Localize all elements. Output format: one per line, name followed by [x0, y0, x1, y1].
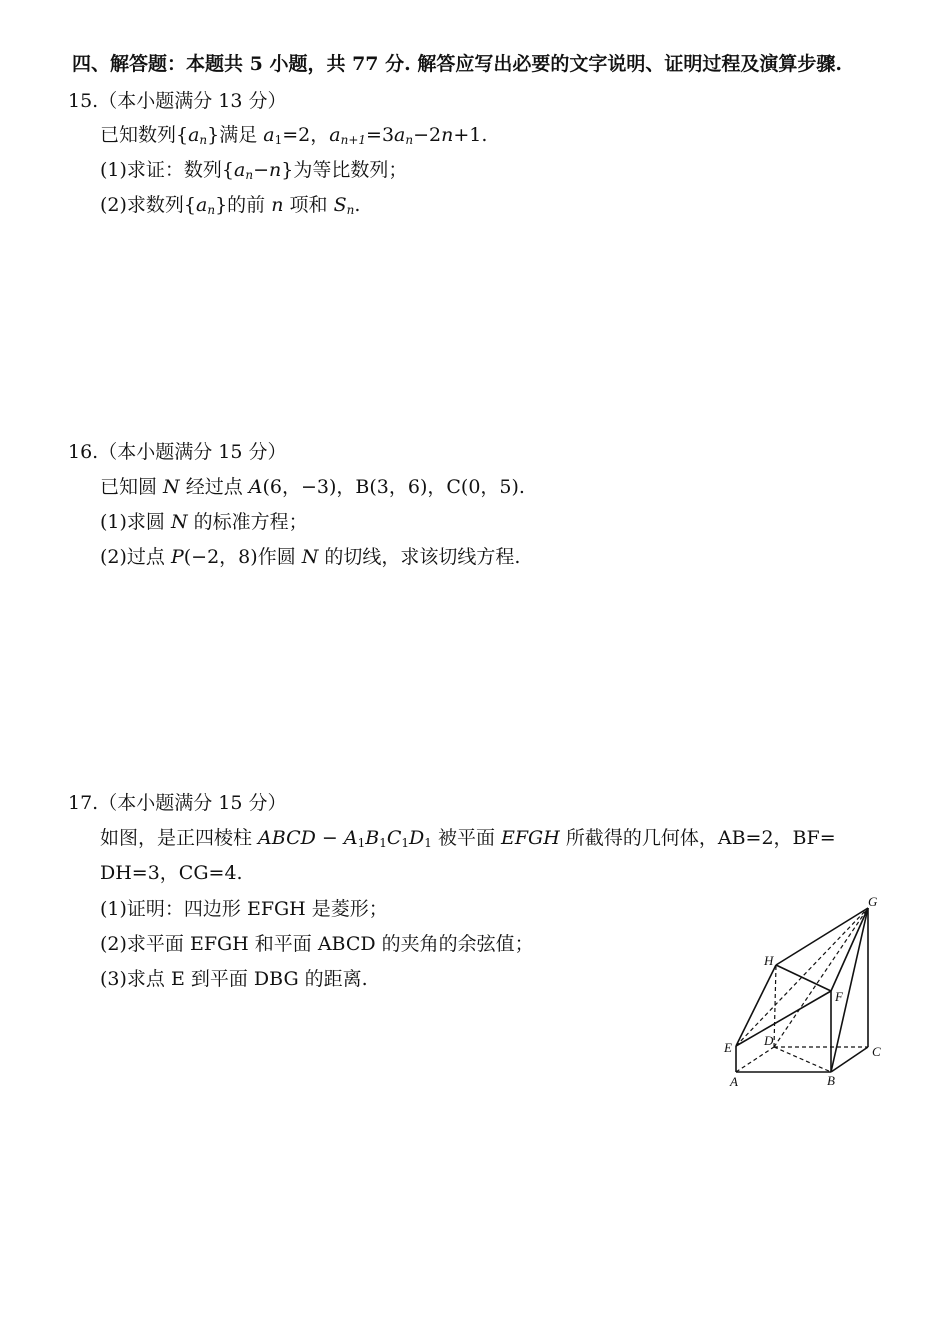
q17-stem-line2: DH=3，CG=4. — [100, 862, 243, 884]
label-E: E — [724, 1040, 732, 1055]
q15-part1: (1)求证：数列$\{a_n-n\}$为等比数列； — [100, 159, 408, 182]
edge-AD — [736, 1047, 774, 1072]
label-F: F — [835, 989, 843, 1004]
edge-HF — [776, 965, 831, 991]
label-B: B — [827, 1073, 835, 1088]
label-D: D — [764, 1033, 774, 1048]
q16-stem: 已知圆 N 经过点 A(6，−3)，B(3，6)，C(0，5). — [100, 476, 525, 498]
q16-part1: (1)求圆 N 的标准方程； — [100, 511, 308, 533]
edge-FG — [831, 908, 868, 991]
edge-DB — [774, 1047, 831, 1072]
section-header: 四、解答题：本题共 5 小题，共 77 分. 解答应写出必要的文字说明、证明过程及演算步骤. — [72, 53, 842, 75]
q17-title: 17.（本小题满分 15 分） — [68, 792, 287, 814]
label-A: A — [730, 1074, 738, 1089]
q17-part3: (3)求点 E 到平面 DBG 的距离. — [100, 968, 368, 990]
q17-stem-line1: 如图，是正四棱柱 ABCD − $A_1B_1C_1D_1$ 被平面 EFGH 所截得的几何体，AB=2，BF= — [100, 827, 836, 850]
label-H: H — [764, 953, 774, 968]
q16-part2: (2)过点 P(−2，8)作圆 N 的切线，求该切线方程. — [100, 546, 521, 568]
label-G: G — [868, 894, 878, 909]
edge-GH — [776, 908, 868, 965]
q17-part2: (2)求平面 EFGH 和平面 ABCD 的夹角的余弦值； — [100, 933, 534, 955]
q17-part1: (1)证明：四边形 EFGH 是菱形； — [100, 898, 388, 920]
q15-part2: (2)求数列$\{a_n\}$的前 n 项和 $S_n$. — [100, 194, 361, 217]
edge-DH — [774, 965, 776, 1047]
edge-DG — [774, 908, 868, 1047]
label-C: C — [872, 1044, 881, 1059]
geometry-figure — [718, 890, 898, 1090]
q15-title: 15.（本小题满分 13 分） — [68, 90, 287, 112]
q16-title: 16.（本小题满分 15 分） — [68, 441, 287, 463]
q15-stem: 已知数列$\{a_n\}$满足 $a_1=2$，$a_{n+1}=3a_n-2n+1$. — [100, 124, 488, 147]
